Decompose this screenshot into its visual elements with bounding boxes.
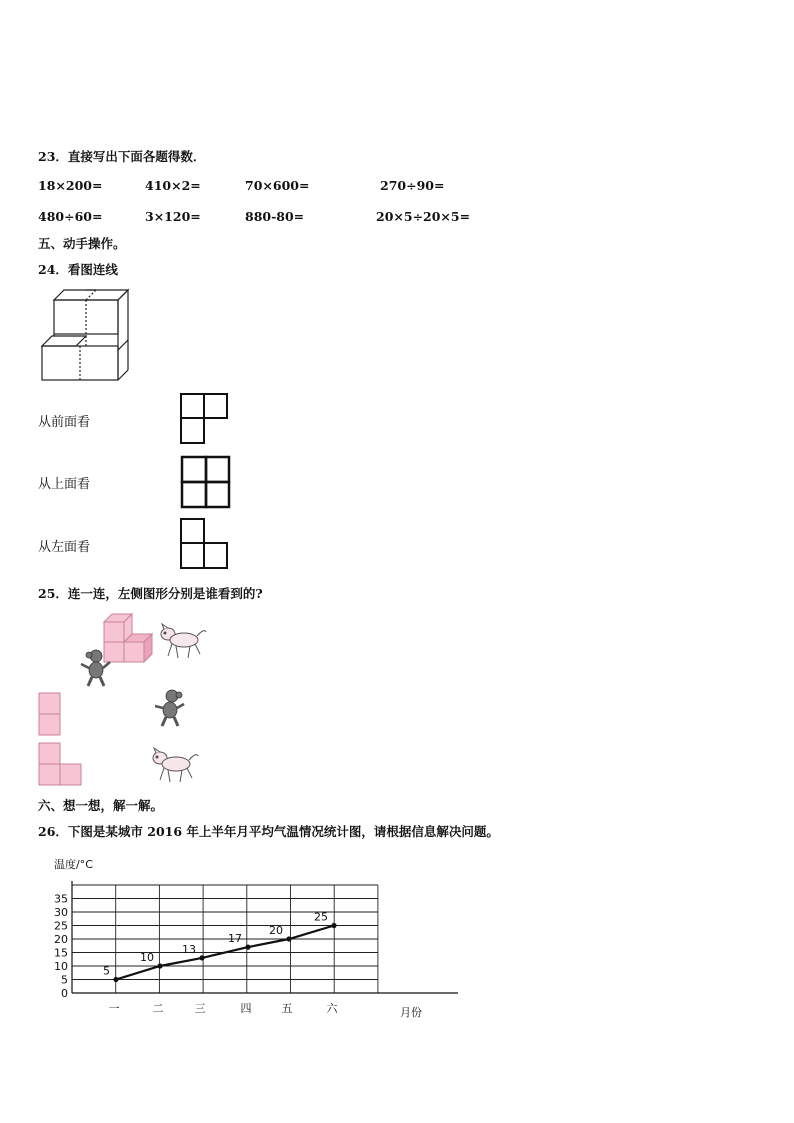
view-shape-left[interactable] xyxy=(180,518,230,570)
q23-calc-7: 880-80= xyxy=(245,209,305,224)
dog-icon[interactable] xyxy=(152,748,200,786)
chart-data-point xyxy=(245,945,250,950)
q23-calc-8: 20×5÷20×5= xyxy=(376,209,471,224)
chart-data-point xyxy=(199,955,204,960)
chart-data-point xyxy=(157,963,162,968)
chart-data-label: 17 xyxy=(228,932,242,946)
q23-calc-6: 3×120= xyxy=(145,209,201,224)
q26-title: 26．下图是某城市 2016 年上半年月平均气温情况统计图，请根据信息解决问题。 xyxy=(38,824,499,839)
q23-calc-1: 18×200= xyxy=(38,178,103,193)
q25-title: 25．连一连，左侧图形分别是谁看到的? xyxy=(38,586,263,601)
chart-x-tick-label: 五 xyxy=(281,1002,293,1015)
chart-y-tick-label: 25 xyxy=(54,919,68,933)
chart-data-label: 10 xyxy=(140,951,154,964)
pink-view-l-shape[interactable] xyxy=(38,742,84,786)
chart-x-tick-label: 四 xyxy=(240,1002,252,1015)
chart-data-point xyxy=(286,936,291,941)
q23-calc-5: 480÷60= xyxy=(38,209,103,224)
view-left-label: 从左面看 xyxy=(38,540,91,555)
chart-y-tick-label: 20 xyxy=(54,933,68,946)
chart-data-label: 20 xyxy=(269,924,283,937)
dog-icon[interactable] xyxy=(160,624,208,662)
monkey-icon[interactable] xyxy=(152,688,188,728)
chart-data-point xyxy=(113,977,118,982)
chart-y-tick-label: 15 xyxy=(54,946,68,960)
q24-title: 24．看图连线 xyxy=(38,262,118,277)
view-top-label: 从上面看 xyxy=(38,477,91,492)
chart-y-tick-label: 5 xyxy=(61,973,68,987)
chart-y-axis-label: 温度/°C xyxy=(54,858,93,871)
chart-x-tick-label: 三 xyxy=(194,1002,206,1015)
chart-y-tick-label: 35 xyxy=(54,892,68,906)
cube-stack-figure xyxy=(38,288,133,384)
temperature-line-chart xyxy=(0,850,480,1030)
chart-x-tick-label: 六 xyxy=(326,1002,338,1015)
chart-y-tick-label: 0 xyxy=(61,987,68,1000)
q23-title: 23．直接写出下面各题得数． xyxy=(38,149,206,164)
monkey-icon[interactable] xyxy=(78,648,114,688)
q23-calc-3: 70×600= xyxy=(245,178,310,193)
chart-x-tick-label: 一 xyxy=(108,1002,120,1015)
view-shape-front[interactable] xyxy=(180,393,230,445)
pink-view-vertical[interactable] xyxy=(38,692,62,736)
chart-data-label: 25 xyxy=(314,910,328,924)
q23-calc-4: 270÷90= xyxy=(380,178,445,193)
chart-x-tick-label: 二 xyxy=(152,1002,164,1015)
chart-data-label: 5 xyxy=(103,964,110,978)
section-6-heading: 六、想一想，解一解。 xyxy=(38,798,164,813)
chart-data-label: 13 xyxy=(182,942,196,956)
chart-x-axis-label: 月份 xyxy=(400,1006,422,1019)
view-front-label: 从前面看 xyxy=(38,415,91,430)
chart-y-tick-label: 30 xyxy=(54,906,68,919)
chart-data-point xyxy=(331,923,336,928)
section-5-heading: 五、动手操作。 xyxy=(38,236,126,251)
chart-y-tick-label: 10 xyxy=(54,960,68,973)
view-shape-top[interactable] xyxy=(180,455,232,510)
q23-calc-2: 410×2= xyxy=(145,178,201,193)
